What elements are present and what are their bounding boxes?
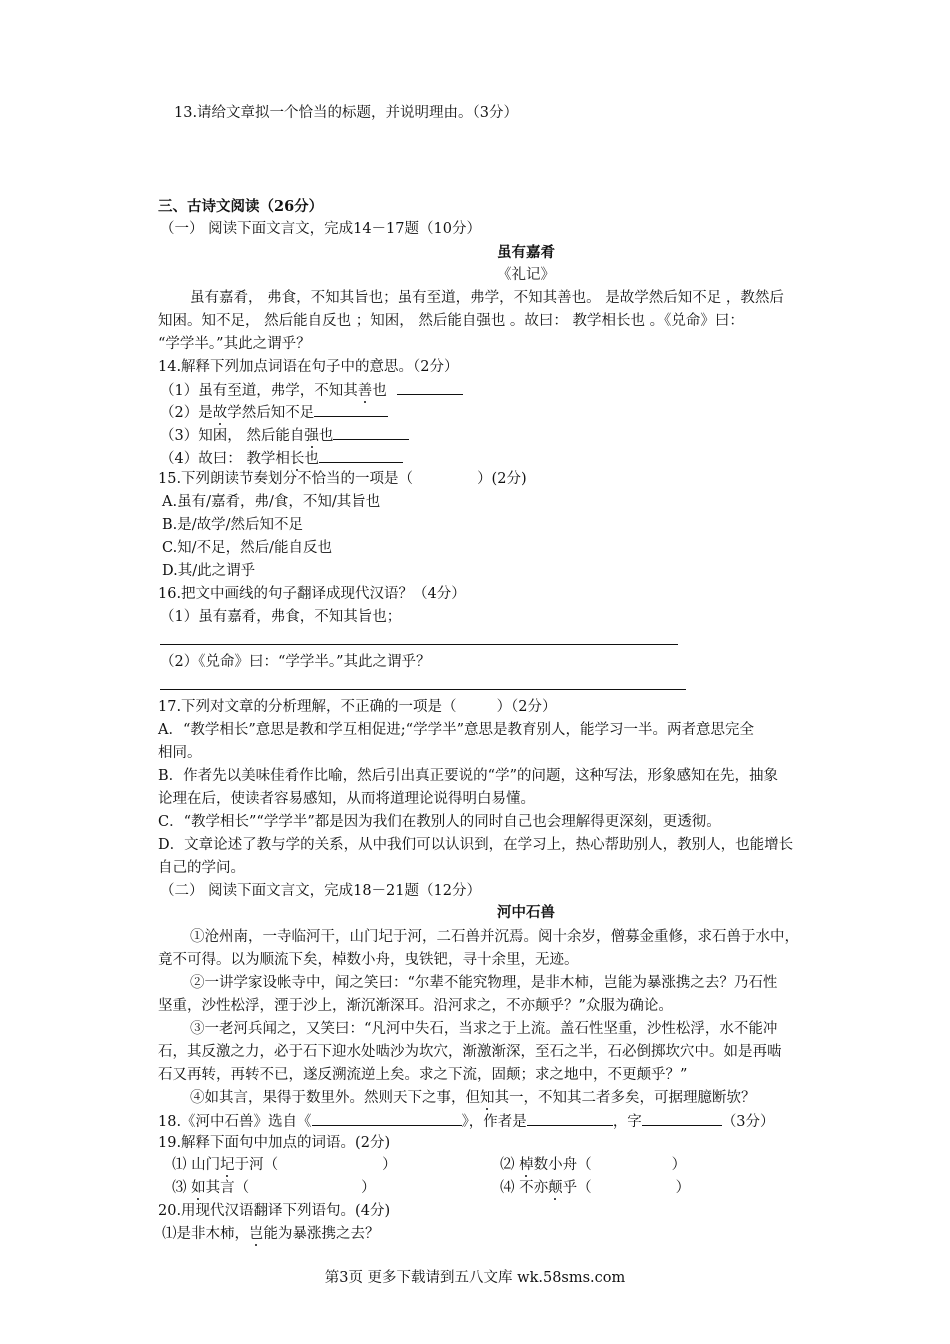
answer-blank[interactable] [319, 447, 403, 463]
answer-blank[interactable] [333, 424, 409, 440]
question-14: 14.解释下列加点词语在句子中的意思。（2分） [158, 359, 459, 375]
question-15-option-d: D.其/此之谓乎 [162, 563, 256, 579]
question-15-option-b: B.是/故学/然后知不足 [162, 517, 304, 533]
dotted-word: 强 [304, 428, 319, 444]
passage2-para3-line-3: 石又再转，再转不已，遂反溯流逆上矣。求之下流，固颠；求之地中，不更颠乎？” [158, 1067, 688, 1083]
answer-blank[interactable] [527, 1110, 613, 1126]
question-14-item-4: （4）故曰： 教学相长也 [160, 447, 403, 469]
question-15-option-a: A.虽有/嘉肴，弗/食，不知/其旨也 [162, 494, 381, 510]
question-18: 18.《河中石兽》选自《 》，作者是 ，字 （3分） [158, 1110, 775, 1132]
dotted-word: 知 [480, 1090, 495, 1106]
question-17-option-b-line-2: 论理在后，使读者容易感知，从而将道理论说得明白易懂。 [158, 791, 535, 807]
question-15: 15.下列朗读节奏划分不恰当的一项是（ ）(2分) [158, 471, 527, 487]
passage2-para2-line-2: 坚重，沙性松浮，湮于沙上，渐沉渐深耳。沿河求之，不亦颠乎？”众服为确论。 [158, 998, 673, 1014]
answer-blank[interactable] [312, 1110, 462, 1126]
passage1-line-1: 虽有嘉肴， 弗食，不知其旨也；虽有至道，弗学，不知其善也。 是故学然后知不足 ，教然后 [190, 290, 784, 306]
part1-intro: （一） 阅读下面文言文，完成14－17题（10分） [160, 221, 481, 237]
question-19-item-3: ⑶ 如其言（ ） [172, 1180, 376, 1196]
question-14-item-2: （2）是故学然后知不足 [160, 401, 388, 423]
question-14-item-3: （3）知困， 然后能自强也 [160, 424, 409, 446]
answer-line[interactable] [160, 689, 686, 690]
passage1-title: 虽有嘉肴 [497, 244, 555, 261]
question-19-item-1: ⑴ 山门圮于河（ ） [172, 1157, 397, 1173]
question-15-option-c: C.知/不足，然后/能自反也 [162, 540, 332, 556]
dotted-word: 棹 [519, 1157, 534, 1173]
question-17-option-c: C．“教学相长”“学学半”都是因为我们在教别人的同时自己也会理解得更深刻，更透彻。 [158, 814, 721, 830]
passage2-title: 河中石兽 [497, 904, 555, 921]
question-17-option-a-line-2: 相同。 [158, 745, 202, 761]
question-17-option-d-line-1: D．文章论述了教与学的关系，从中我们可以认识到，在学习上，热心帮助别人，教别人，也能增长 [158, 837, 794, 853]
question-17-option-b-line-1: B．作者先以美味佳肴作比喻，然后引出真正要说的“学”的问题，这种写法，形象感知在先，抽象 [158, 768, 778, 784]
question-16-item-1: （1）虽有嘉肴，弗食，不知其旨也； [160, 609, 402, 625]
question-20: 20.用现代汉语翻译下列语句。(4分) [158, 1203, 391, 1219]
part2-intro: （二） 阅读下面文言文，完成18－21题（12分） [160, 883, 481, 899]
question-20-item-1: ⑴是非木柿，岂能为暴涨携之去？ [162, 1226, 380, 1242]
passage2-para3-line-1: ③一老河兵闻之，又笑曰：“凡河中失石，当求之于上流。盖石性坚重，沙性松浮，水不能冲 [190, 1021, 778, 1037]
question-17: 17.下列对文章的分析理解，不正确的一项是（ ）（2分） [158, 699, 557, 715]
passage1-line-3: “学学半。”其此之谓乎？ [158, 336, 311, 352]
dotted-word: 圮 [220, 1157, 235, 1173]
question-17-option-d-line-2: 自己的学问。 [158, 860, 245, 876]
passage2-para1-line-1: ①沧州南，一寺临河干，山门圮于河，二石兽并沉焉。阅十余岁，僧募金重修，求石兽于水中， [190, 929, 799, 945]
page-footer: 第3页 更多下载请到五八文库 wk.58sms.com [324, 1270, 626, 1286]
dotted-word: 长 [289, 451, 305, 467]
dotted-word: 故 [212, 405, 228, 421]
question-19-item-4: ⑷ 不亦颠乎（ ） [500, 1180, 691, 1196]
passage1-source: 《礼记》 [497, 267, 555, 283]
answer-line[interactable] [160, 644, 678, 645]
question-19-item-2: ⑵ 棹数小舟（ ） [500, 1157, 687, 1173]
question-19: 19.解释下面句中加点的词语。(2分) [158, 1135, 391, 1151]
answer-blank[interactable] [397, 379, 463, 395]
passage2-para3-line-2: 石，其反激之力，必于石下迎水处啮沙为坎穴，渐激渐深，至石之半，石必倒掷坎穴中。如是再啮 [158, 1044, 782, 1060]
dotted-word: 如 [191, 1180, 206, 1196]
passage2-para2-line-1: ②一讲学家设帐寺中，闻之笑曰：“尔辈不能究物理，是非木柿，岂能为暴涨携之去？乃石性 [190, 975, 778, 991]
passage2-para1-line-2: 竟不可得。以为顺流下矣，棹数小舟，曳铁钯，寻十余里，无迹。 [158, 952, 579, 968]
dotted-word: 善 [357, 383, 373, 399]
passage1-line-2: 知困。知不足， 然后能自反也 ；知困， 然后能自强也 。故曰： 教学相长也 。《兑命》曰： [158, 313, 744, 329]
dotted-word: 颠 [548, 1180, 563, 1196]
answer-blank[interactable] [314, 401, 388, 417]
question-16: 16.把文中画线的句子翻译成现代汉语？（4分） [158, 586, 466, 602]
question-13: 13.请给文章拟一个恰当的标题，并说明理由。（3分） [174, 105, 519, 121]
answer-blank[interactable] [642, 1110, 722, 1126]
dotted-word: 岂 [249, 1226, 264, 1242]
section-heading-3: 三、古诗文阅读（26分） [158, 198, 324, 215]
question-17-option-a-line-1: A．“教学相长”意思是教和学互相促进;“学学半”意思是教育别人，能学习一半。两者意思完全 [158, 722, 755, 738]
question-16-item-2: （2）《兑命》曰：“学学半。”其此之谓乎？ [160, 654, 431, 670]
question-14-item-1: （1）虽有至道，弗学，不知其善也 [160, 379, 463, 401]
passage2-para4: ④如其言，果得于数里外。然则天下之事，但知其一，不知其二者多矣，可据理臆断欤？ [190, 1090, 756, 1106]
